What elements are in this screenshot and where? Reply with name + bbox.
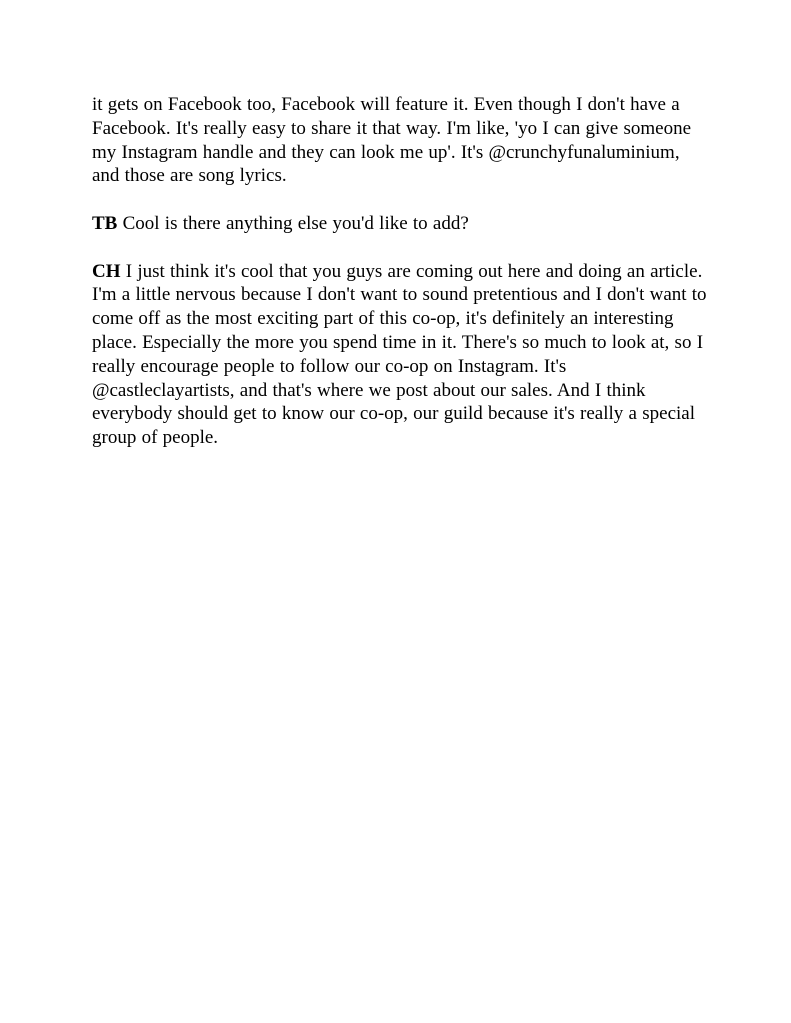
text-content xyxy=(92,93,710,450)
paragraph-text: it gets on Facebook too, Facebook will feature it. Even though I don't have a Facebook. It's really easy to share it that way. I'm like, 'yo I can give someone my Instagram handle and they can look me up'. It's @crunchyfunaluminium, and those are song lyrics. xyxy=(92,94,692,187)
speaker-label-tb: TB xyxy=(92,212,118,234)
paragraph-text: I just think it's cool that you guys are coming out here and doing an article. I'm a little nervous because I don't want to sound pretentious and I don't want to come off as the most exciting part of this co-op, it's definitely an interesting place. Especially the more you spend time in it. There's so much to look at, so I really encourage people to follow our co-op on Instagram. It's @castleclayartists, and that's where we post about our sales. And I think everybody should get to know our co-op, our guild because it's really a special group of people. xyxy=(92,260,707,449)
paragraph-text: Cool is there anything else you'd like to add? xyxy=(122,212,469,234)
speaker-label-ch: CH xyxy=(92,260,121,282)
paragraph-ch-answer xyxy=(92,260,710,450)
paragraph-tb-question xyxy=(92,212,710,236)
paragraph-instagram-handle xyxy=(92,93,710,188)
